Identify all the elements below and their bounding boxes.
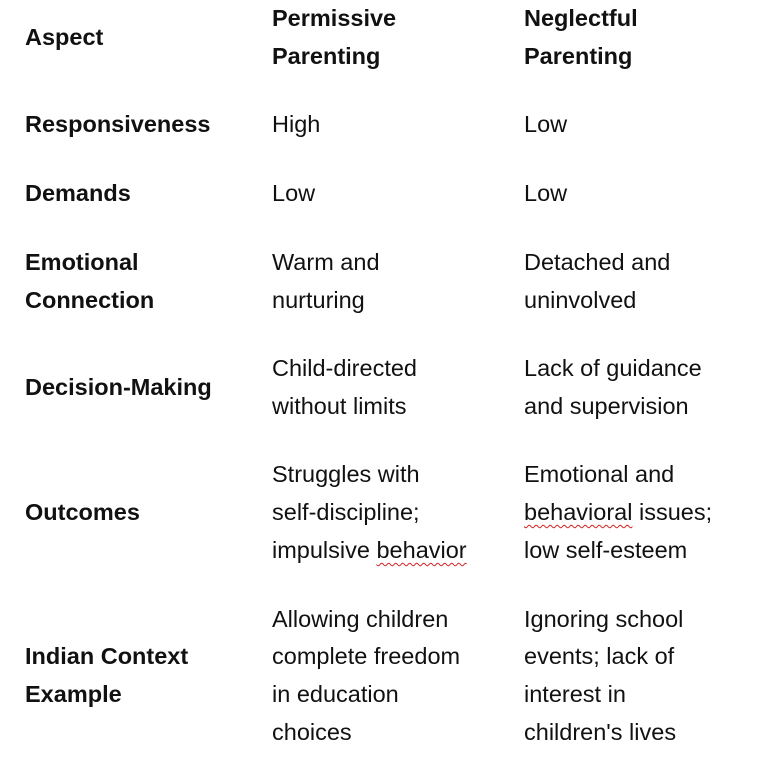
table-row: [25, 350, 745, 426]
neglectful-text: Lack of guidance: [524, 355, 702, 382]
neglectful-text: issues;: [632, 499, 713, 526]
table-row: [25, 106, 745, 144]
header-permissive-line: Permissive: [272, 5, 397, 32]
aspect-text: Responsiveness: [25, 111, 211, 138]
neglectful-text: Low: [524, 111, 568, 138]
neglectful-cell: [524, 350, 745, 426]
permissive-cell: [272, 175, 524, 213]
neglectful-text: events; lack of: [524, 643, 675, 670]
permissive-text: in education: [272, 681, 399, 707]
permissive-text: without limits: [272, 393, 407, 419]
aspect-text: Example: [25, 681, 122, 707]
neglectful-text: uninvolved: [524, 287, 637, 313]
header-neglectful-line: Parenting: [524, 43, 633, 69]
permissive-text: Low: [272, 180, 316, 207]
permissive-text: self-discipline;: [272, 499, 420, 526]
aspect-cell: [25, 106, 272, 144]
permissive-text-line: [272, 532, 524, 570]
permissive-cell: [272, 600, 524, 752]
aspect-cell: [25, 244, 272, 320]
aspect-cell: [25, 350, 272, 426]
table-row: [25, 244, 745, 320]
permissive-text: Child-directed: [272, 355, 417, 382]
aspect-text: Emotional: [25, 249, 139, 276]
permissive-text: nurturing: [272, 287, 365, 313]
aspect-cell: [25, 175, 272, 213]
neglectful-text: low self-esteem: [524, 536, 688, 563]
permissive-text: Struggles with: [272, 461, 420, 488]
table-header-row: [25, 0, 745, 76]
permissive-text: Allowing children: [272, 605, 449, 632]
aspect-cell: [25, 600, 272, 752]
neglectful-text: interest in: [524, 681, 626, 707]
header-aspect: [25, 0, 272, 76]
permissive-cell: [272, 350, 524, 426]
permissive-text: complete freedom: [272, 643, 461, 670]
aspect-text: Decision-Making: [25, 374, 212, 401]
header-permissive-line: Parenting: [272, 43, 381, 69]
header-neglectful: [524, 0, 745, 76]
neglectful-cell: [524, 600, 745, 752]
neglectful-text: Emotional and: [524, 461, 675, 488]
neglectful-text: Detached and: [524, 249, 671, 276]
permissive-cell: [272, 106, 524, 144]
table-row: [25, 175, 745, 213]
aspect-text: Demands: [25, 180, 131, 207]
table-row: [25, 600, 745, 752]
neglectful-text: Ignoring school: [524, 605, 684, 632]
spelling-flagged-word[interactable]: behavior: [376, 536, 467, 563]
aspect-text: Indian Context: [25, 643, 189, 670]
header-aspect-text: Aspect: [25, 24, 104, 51]
permissive-text: Warm and: [272, 249, 380, 276]
neglectful-text: Low: [524, 180, 568, 207]
aspect-text: Connection: [25, 287, 155, 313]
permissive-text: High: [272, 111, 321, 138]
header-neglectful-line: Neglectful: [524, 5, 638, 32]
neglectful-text: and supervision: [524, 393, 689, 419]
header-permissive: [272, 0, 524, 76]
permissive-cell: [272, 456, 524, 570]
neglectful-text: children's lives: [524, 718, 677, 745]
neglectful-text-line: [524, 494, 745, 532]
neglectful-cell: [524, 244, 745, 320]
spelling-flagged-word[interactable]: behavioral: [524, 499, 633, 526]
permissive-text: choices: [272, 718, 352, 745]
aspect-text: Outcomes: [25, 499, 140, 526]
neglectful-cell: [524, 175, 745, 213]
aspect-cell: [25, 456, 272, 570]
neglectful-cell: [524, 106, 745, 144]
permissive-text: impulsive: [272, 536, 377, 563]
table-row: [25, 456, 745, 570]
neglectful-cell: [524, 456, 745, 570]
permissive-cell: [272, 244, 524, 320]
